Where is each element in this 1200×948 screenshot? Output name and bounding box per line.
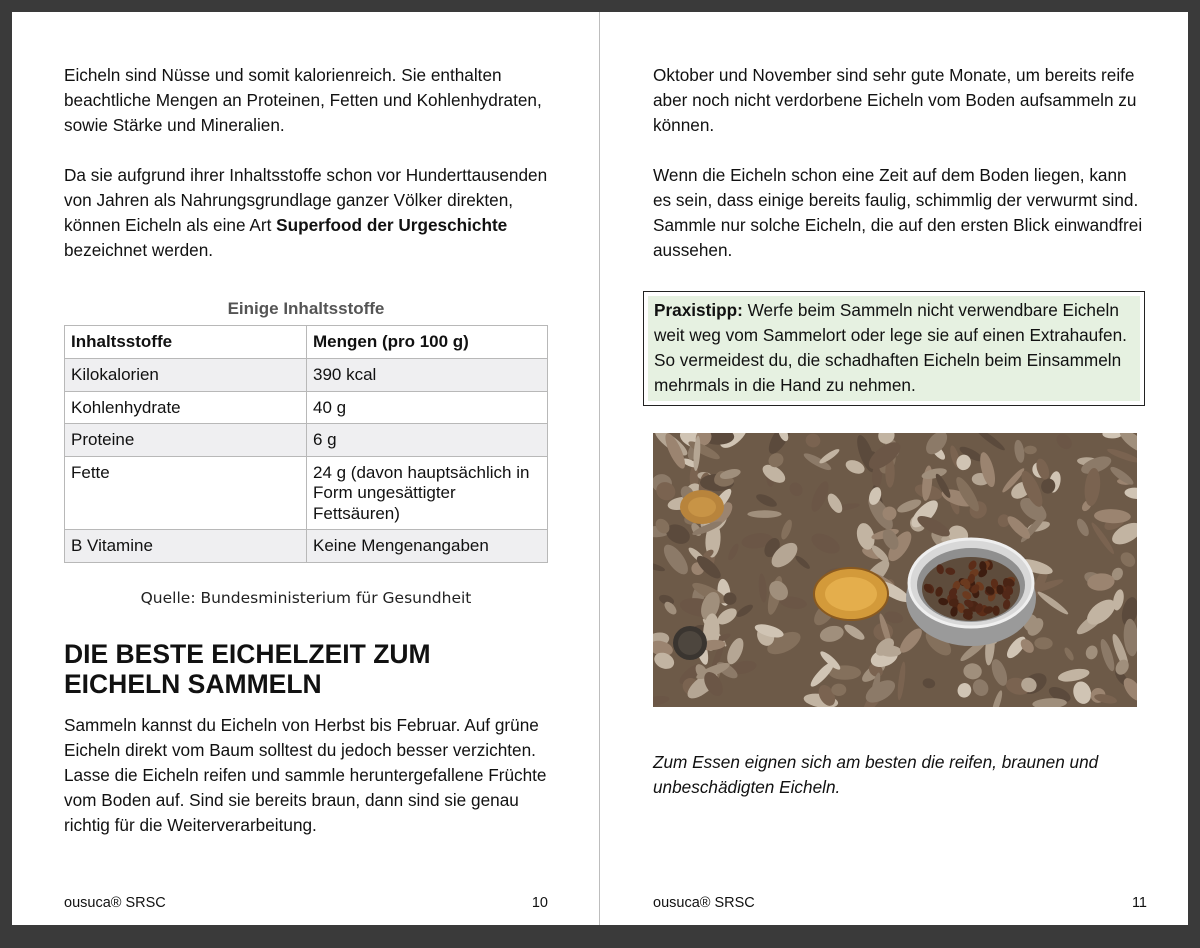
practice-tip-label: Praxistipp: [654,300,743,320]
page-gutter [599,12,600,925]
table-cell: 390 kcal [307,359,548,392]
table-cell: Keine Mengenangaben [307,530,548,563]
nutrients-table [64,325,548,563]
table-row [65,456,548,530]
table-header-cell: Inhaltsstoffe [65,326,307,359]
practice-tip-text: Praxistipp: Werfe beim Sammeln nicht verwendbare Eicheln weit weg vom Sammelort oder lege sie auf einen Extrahaufen. So vermeidest du, die schadhaften Eicheln beim Einsammeln mehrmals in die Hand zu nehmen. [654,300,1127,395]
superfood-emphasis: Superfood der Urgeschichte [276,215,508,235]
season-paragraph: Oktober und November sind sehr gute Monate, um bereits reife aber noch nicht verdorbene Eicheln vom Boden aufsammeln zu können. [653,65,1137,135]
table-cell: 24 g (davon hauptsächlich in Form ungesättigter Fettsäuren) [307,456,548,530]
photo-caption: Zum Essen eignen sich am besten die reifen, braunen und unbeschädigten Eicheln. [653,752,1099,797]
table-row [65,391,548,424]
book-spread [12,12,1188,925]
table-row [65,359,548,392]
acorns-in-bowl-image [653,433,1137,707]
table-cell: Proteine [65,424,307,457]
superfood-paragraph: Da sie aufgrund ihrer Inhaltsstoffe schon vor Hunderttausenden von Jahren als Nahrungsgrundlage ganzer Völker direkten, können Eicheln als eine Art Superfood der Urgeschichte bezeichnet werden. [64,165,548,260]
table-source: Quelle: Bundesministerium für Gesundheit [140,589,472,607]
acorn-photo [653,433,1137,707]
right-page [653,12,1147,925]
table-row [65,424,548,457]
footer-brand: ousuca® SRSC [653,895,755,911]
table-caption: Einige Inhaltsstoffe [227,299,385,318]
quality-paragraph: Wenn die Eicheln schon eine Zeit auf dem Boden liegen, kann es sein, dass einige bereits faulig, schimmlig der verwurmt sind. Sammle nur solche Eicheln, die auf den ersten Blick einwandfrei aussehen. [653,165,1143,260]
page-number: 11 [1131,895,1147,911]
table-cell: Kohlenhydrate [65,391,307,424]
table-cell: 6 g [307,424,548,457]
table-cell: 40 g [307,391,548,424]
left-page [64,12,548,925]
table-cell: Kilokalorien [65,359,307,392]
intro-paragraph: Eicheln sind Nüsse und somit kalorienreich. Sie enthalten beachtliche Mengen an Proteinen, Fetten und Kohlenhydraten, sowie Stärke und Mineralien. [64,65,542,135]
section-heading: DIE BESTE EICHELZEIT ZUM EICHELN SAMMELN [64,639,431,699]
table-header-cell: Mengen (pro 100 g) [307,326,548,359]
harvest-paragraph: Sammeln kannst du Eicheln von Herbst bis Februar. Auf grüne Eicheln direkt vom Baum solltest du jedoch besser verzichten. Lasse die Eicheln reifen und sammle heruntergefallene Früchte vom Boden auf. Sind sie bereits braun, dann sind sie genau richtig für die Weiterverarbeitung. [64,715,547,835]
table-header-row [65,326,548,359]
page-number: 10 [531,895,548,911]
footer-brand: ousuca® SRSC [64,895,166,911]
table-row [65,530,548,563]
table-cell: B Vitamine [65,530,307,563]
table-cell: Fette [65,456,307,530]
practice-tip-box [643,291,1145,406]
